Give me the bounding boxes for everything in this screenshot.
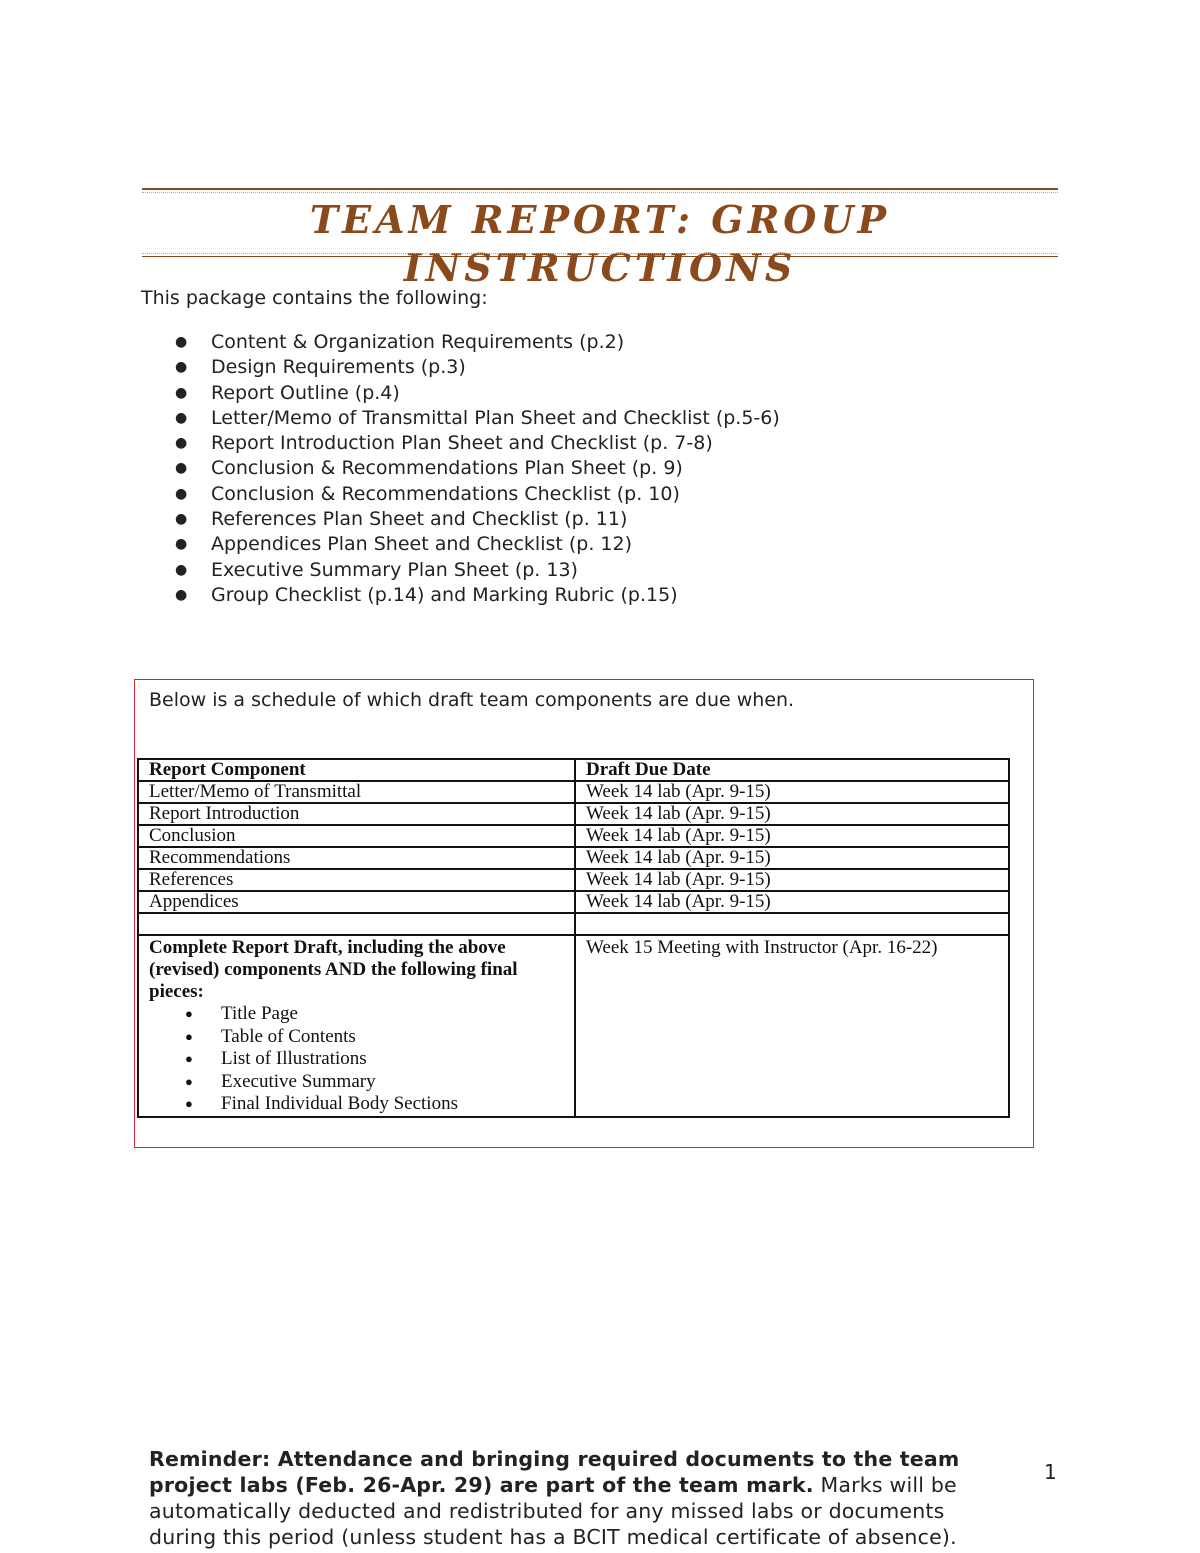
header-draft-due-date: Draft Due Date xyxy=(575,759,1009,781)
list-item-text: Executive Summary Plan Sheet (p. 13) xyxy=(211,558,578,581)
list-item xyxy=(141,507,780,532)
component-cell: Letter/Memo of Transmittal xyxy=(138,781,575,803)
table-row xyxy=(138,803,1009,825)
list-item-text: Conclusion & Recommendations Checklist (p. 10) xyxy=(211,482,680,505)
bullet-icon: ● xyxy=(175,460,188,477)
list-item xyxy=(141,355,780,380)
list-item xyxy=(149,1093,574,1116)
schedule-intro: Below is a schedule of which draft team components are due when. xyxy=(149,689,795,711)
bullet-icon: ● xyxy=(175,561,188,578)
table-row xyxy=(138,891,1009,913)
bullet-icon: ● xyxy=(175,485,188,502)
component-cell: Recommendations xyxy=(138,847,575,869)
component-cell: References xyxy=(138,869,575,891)
list-item-text: List of Illustrations xyxy=(221,1048,367,1069)
header-report-component: Report Component xyxy=(138,759,575,781)
list-item-text: Group Checklist (p.14) and Marking Rubric (p.15) xyxy=(211,583,678,606)
list-item-text: Report Outline (p.4) xyxy=(211,381,400,404)
bullet-icon: ● xyxy=(175,359,188,376)
document-title: TEAM REPORT: GROUP INSTRUCTIONS xyxy=(309,197,891,290)
list-item xyxy=(149,1026,574,1049)
bullet-icon: ● xyxy=(175,435,188,452)
title-rule-top xyxy=(142,188,1058,190)
list-item-text: Conclusion & Recommendations Plan Sheet (p. 9) xyxy=(211,457,683,480)
bullet-icon: ● xyxy=(185,1006,193,1021)
reminder-bold: Reminder: Attendance and bringing required documents to the team project labs (Feb. 26-Apr. 29) are part of the team mark. xyxy=(149,1447,960,1497)
list-item-text: References Plan Sheet and Checklist (p. 11) xyxy=(211,508,628,531)
due-date-cell: Week 14 lab (Apr. 9-15) xyxy=(575,891,1009,913)
bullet-icon: ● xyxy=(175,536,188,553)
blank-cell xyxy=(138,913,575,935)
table-row xyxy=(138,825,1009,847)
final-draft-cell xyxy=(138,935,575,1117)
bullet-icon: ● xyxy=(175,511,188,528)
list-item xyxy=(141,330,780,355)
list-item xyxy=(149,1048,574,1071)
list-item xyxy=(141,583,780,608)
list-item xyxy=(141,381,780,406)
list-item xyxy=(141,456,780,481)
table-row xyxy=(138,869,1009,891)
table-blank-row xyxy=(138,913,1009,935)
table-row xyxy=(138,781,1009,803)
bullet-icon: ● xyxy=(185,1073,193,1089)
list-item xyxy=(141,482,780,507)
reminder-normal: Marks will be automatically deducted and redistributed for any missed labs or documents during this period (unless student has a BCIT medical certificate of absence). xyxy=(149,1473,957,1549)
blank-cell xyxy=(575,913,1009,935)
bullet-icon: ● xyxy=(175,334,188,350)
list-item-text: Appendices Plan Sheet and Checklist (p. 12) xyxy=(211,533,633,556)
list-item-text: Letter/Memo of Transmittal Plan Sheet and Checklist (p.5-6) xyxy=(211,406,780,429)
list-item xyxy=(141,431,780,456)
list-item xyxy=(141,558,780,583)
list-item xyxy=(141,532,780,557)
table-row xyxy=(138,847,1009,869)
bullet-icon: ● xyxy=(175,384,188,401)
table-header-row xyxy=(138,759,1009,781)
title-rule-bottom-dotted xyxy=(142,253,1058,254)
list-item-text: Title Page xyxy=(221,1003,298,1024)
due-date-cell: Week 14 lab (Apr. 9-15) xyxy=(575,803,1009,825)
list-item xyxy=(149,1071,574,1094)
component-cell: Conclusion xyxy=(138,825,575,847)
final-due-date: Week 15 Meeting with Instructor (Apr. 16-22) xyxy=(586,937,938,958)
component-cell: Report Introduction xyxy=(138,803,575,825)
list-item-text: Design Requirements (p.3) xyxy=(211,356,466,379)
list-item-text: Table of Contents xyxy=(221,1025,356,1047)
bullet-icon: ● xyxy=(185,1028,193,1044)
schedule-table xyxy=(137,758,1010,1118)
package-intro: This package contains the following: xyxy=(141,287,488,309)
bullet-icon: ● xyxy=(185,1096,193,1111)
final-due-cell xyxy=(575,935,1009,1117)
reminder-note xyxy=(149,1446,994,1550)
table-row-final-draft xyxy=(138,935,1009,1117)
due-date-cell: Week 14 lab (Apr. 9-15) xyxy=(575,825,1009,847)
page-number: 1 xyxy=(1044,1460,1057,1484)
list-item-text: Content & Organization Requirements (p.2) xyxy=(211,331,625,353)
list-item-text: Final Individual Body Sections xyxy=(221,1093,458,1114)
list-item xyxy=(149,1003,574,1026)
bullet-icon: ● xyxy=(175,409,188,426)
list-item-text: Report Introduction Plan Sheet and Checklist (p. 7-8) xyxy=(211,432,713,455)
due-date-cell: Week 14 lab (Apr. 9-15) xyxy=(575,781,1009,803)
bullet-icon: ● xyxy=(175,586,188,603)
bullet-icon: ● xyxy=(185,1051,193,1066)
contents-list xyxy=(141,330,780,608)
due-date-cell: Week 14 lab (Apr. 9-15) xyxy=(575,869,1009,891)
list-item xyxy=(141,406,780,431)
final-pieces-list xyxy=(149,1003,574,1116)
title-rule-bottom xyxy=(142,256,1058,257)
due-date-cell: Week 14 lab (Apr. 9-15) xyxy=(575,847,1009,869)
list-item-text: Executive Summary xyxy=(221,1070,376,1092)
final-draft-title: Complete Report Draft, including the above (revised) components AND the following final pieces: xyxy=(149,937,518,1002)
title-rule-top-dotted xyxy=(142,192,1058,193)
component-cell: Appendices xyxy=(138,891,575,913)
